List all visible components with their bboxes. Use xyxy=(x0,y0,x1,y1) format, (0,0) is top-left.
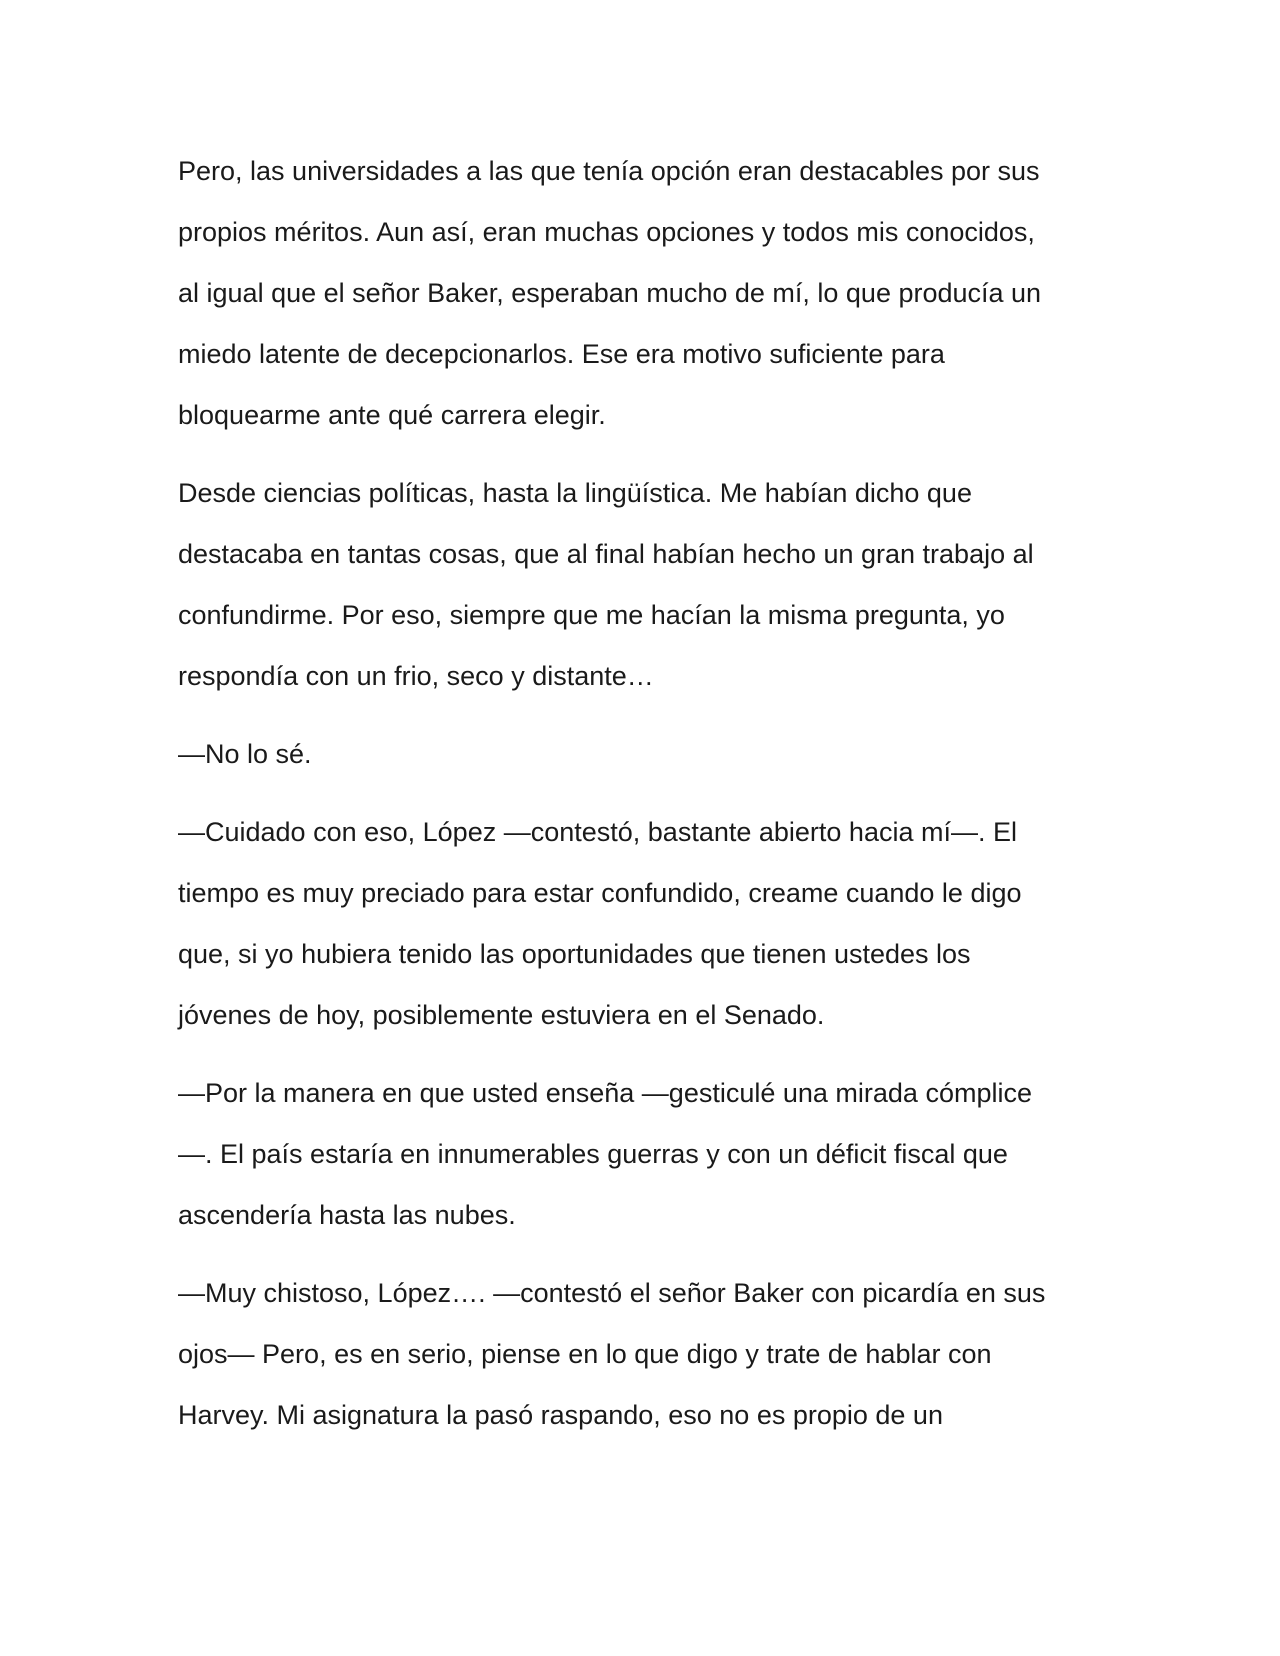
text-line: ojos— Pero, es en serio, piense en lo que digo y trate de hablar con xyxy=(178,1339,992,1369)
dialogue-paragraph xyxy=(178,802,1098,1046)
text-line: confundirme. Por eso, siempre que me hacían la misma pregunta, yo xyxy=(178,600,1005,630)
text-line: respondía con un frio, seco y distante… xyxy=(178,661,654,691)
text-line: jóvenes de hoy, posiblemente estuviera en el Senado. xyxy=(178,1000,825,1030)
text-line: —No lo sé. xyxy=(178,739,312,769)
dialogue-paragraph xyxy=(178,1263,1098,1446)
text-line: —Muy chistoso, López…. —contestó el señor Baker con picardía en sus xyxy=(178,1278,1046,1308)
paragraph xyxy=(178,141,1098,446)
text-line: —. El país estaría en innumerables guerras y con un déficit fiscal que xyxy=(178,1139,1008,1169)
text-line: —Cuidado con eso, López —contestó, bastante abierto hacia mí—. El xyxy=(178,817,1017,847)
text-line: Harvey. Mi asignatura la pasó raspando, eso no es propio de un xyxy=(178,1400,943,1430)
text-line: propios méritos. Aun así, eran muchas opciones y todos mis conocidos, xyxy=(178,217,1035,247)
text-line: —Por la manera en que usted enseña —gesticulé una mirada cómplice xyxy=(178,1078,1032,1108)
text-line: tiempo es muy preciado para estar confundido, creame cuando le digo xyxy=(178,878,1022,908)
document-body xyxy=(178,141,1098,1463)
text-line: destacaba en tantas cosas, que al final habían hecho un gran trabajo al xyxy=(178,539,1034,569)
text-line: miedo latente de decepcionarlos. Ese era motivo suficiente para xyxy=(178,339,945,369)
paragraph xyxy=(178,463,1098,707)
text-line: que, si yo hubiera tenido las oportunidades que tienen ustedes los xyxy=(178,939,971,969)
text-line: al igual que el señor Baker, esperaban mucho de mí, lo que producía un xyxy=(178,278,1042,308)
text-line: bloquearme ante qué carrera elegir. xyxy=(178,400,606,430)
text-line: Desde ciencias políticas, hasta la lingüística. Me habían dicho que xyxy=(178,478,972,508)
dialogue-paragraph xyxy=(178,724,1098,785)
dialogue-paragraph xyxy=(178,1063,1098,1246)
text-line: ascendería hasta las nubes. xyxy=(178,1200,516,1230)
text-line: Pero, las universidades a las que tenía opción eran destacables por sus xyxy=(178,156,1040,186)
